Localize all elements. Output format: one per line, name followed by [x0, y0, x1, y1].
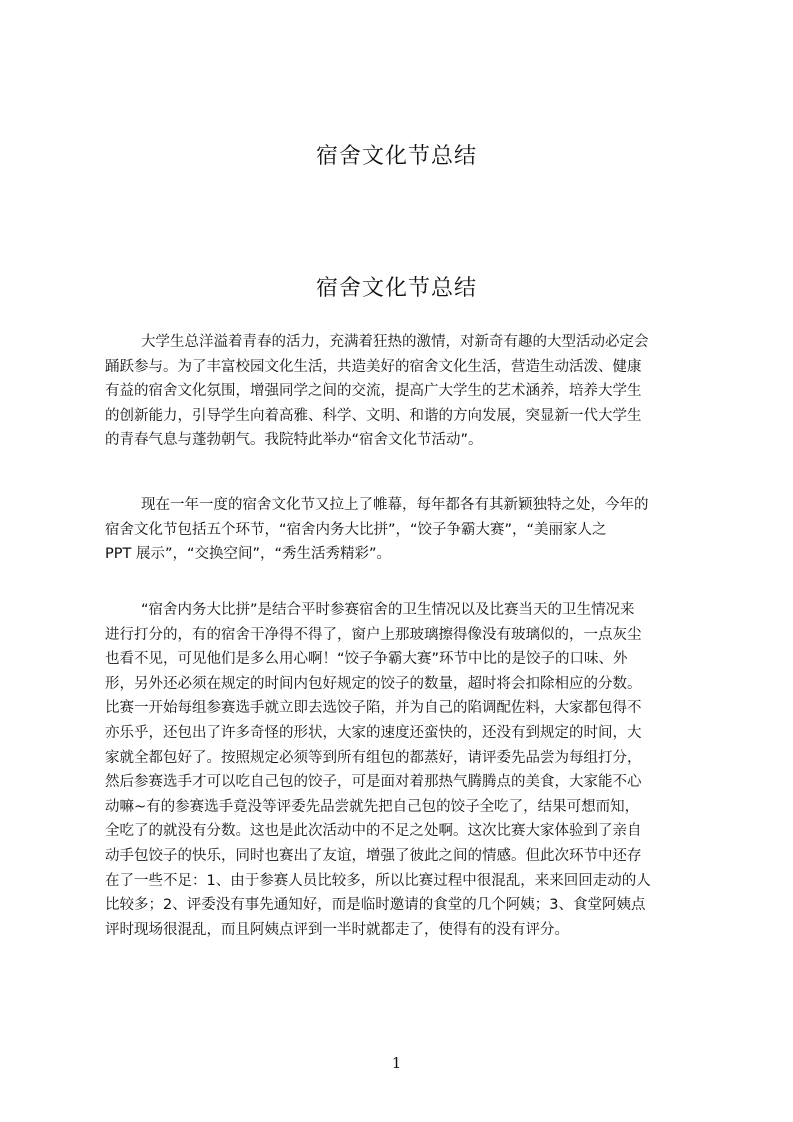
paragraph-line: 的青春气息与蓬勃朝气。我院特此举办“宿舍文化节活动”。 [105, 432, 483, 449]
paragraph-line: 有益的宿舍文化氛围，增强同学之间的交流，提高广大学生的艺术涵养，培养大学生 [105, 383, 642, 400]
page-title: 宿舍文化节总结 [315, 276, 477, 301]
paragraph-line: 进行打分的，有的宿舍干净得不得了，窗户上那玻璃擦得像没有玻璃似的，一点灰尘 [105, 626, 642, 643]
paragraph-line: 踊跃参与。为了丰富校园文化生活，共造美好的宿舍文化生活，营造生动活泼、健康 [105, 358, 642, 375]
paragraph-line: 的创新能力，引导学生向着高雅、科学、文明、和谐的方向发展，突显新一代大学生 [105, 407, 642, 424]
paragraph-line: 宿舍文化节包括五个环节，“宿舍内务大比拼”，“饺子争霸大赛”，“美丽家人之 [105, 521, 607, 538]
paragraph-line: 然后参赛选手才可以吃自己包的饺子，可是面对着那热气腾腾点的美食，大家能不心 [105, 774, 642, 791]
paragraph-line: 大学生总洋溢着青春的活力，充满着狂热的激情，对新奇有趣的大型活动必定会 [141, 334, 649, 350]
paragraph-line: 形，另外还必须在规定的时间内包好规定的饺子的数量，超时将会扣除相应的分数。 [105, 675, 642, 692]
paragraph-events-overview [105, 493, 699, 567]
paragraph-line: 在了一些不足：1、由于参赛人员比较多，所以比赛过程中很混乱，来来回回走动的人 [105, 872, 651, 889]
paragraph-line: 亦乐乎，还包出了许多奇怪的形状，大家的速度还蛮快的，还没有到规定的时间，大 [105, 724, 642, 741]
paragraph-intro [105, 330, 699, 453]
paragraph-line: 现在一年一度的宿舍文化节又拉上了帷幕，每年都各有其新颖独特之处，今年的 [141, 497, 649, 513]
paragraph-line: 比较多；2、评委没有事先通知好，而是临时邀请的食堂的几个阿姨；3、食堂阿姨点 [105, 897, 646, 914]
paragraph-line: 动手包饺子的快乐，同时也赛出了友谊，增强了彼此之间的情感。但此次环节中还存 [105, 847, 642, 864]
paragraph-competition-details [105, 598, 699, 942]
header-title: 宿舍文化节总结 [315, 144, 477, 169]
paragraph-line: PPT 展示”，“交换空间”，“秀生活秀精彩”。 [105, 546, 392, 563]
paragraph-line: 全吃了的就没有分数。这也是此次活动中的不足之处啊。这次比赛大家体验到了亲自 [105, 823, 642, 840]
paragraph-line: 也看不见，可见他们是多么用心啊！“饺子争霸大赛”环节中比的是饺子的口味、外 [105, 651, 628, 668]
paragraph-line: “宿舍内务大比拼”是结合平时参赛宿舍的卫生情况以及比赛当天的卫生情况来 [141, 602, 635, 618]
paragraph-line: 家就全都包好了。按照规定必须等到所有组包的都蒸好，请评委先品尝为每组打分， [105, 749, 642, 766]
paragraph-line: 评时现场很混乱，而且阿姨点评到一半时就都走了，使得有的没有评分。 [105, 921, 569, 938]
paragraph-line: 比赛一开始每组参赛选手就立即去选饺子陷，并为自己的陷调配佐料，大家都包得不 [105, 700, 642, 717]
page-number: 1 [391, 1054, 402, 1072]
paragraph-line: 动嘛~有的参赛选手竟没等评委先品尝就先把自己包的饺子全吃了，结果可想而知， [105, 798, 640, 815]
